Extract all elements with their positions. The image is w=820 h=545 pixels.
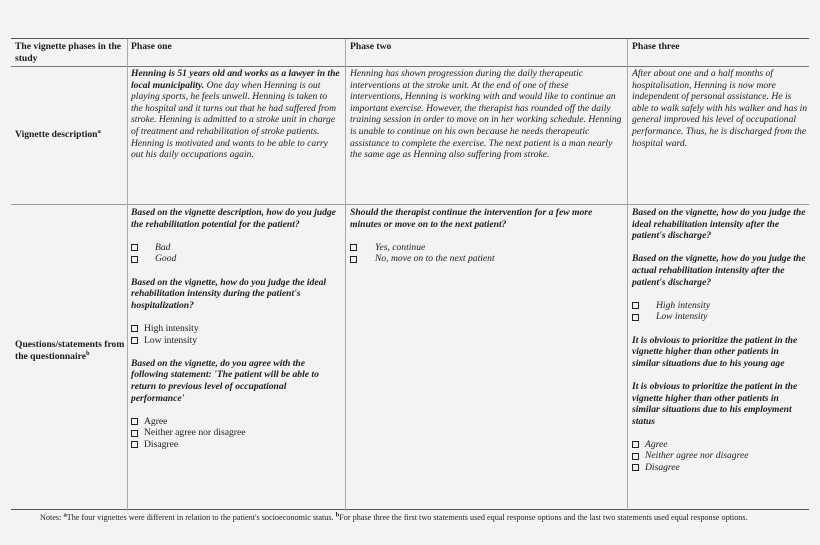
option-good[interactable] xyxy=(131,253,341,265)
note-b-text: For phase three the first two statements used equal response options and the last two statements used equal response options. xyxy=(339,513,748,522)
option-label: Disagree xyxy=(144,438,179,450)
phase-two-description: Henning has shown progression during the daily therapeutic interventions at the stroke unit. At the end of one of these interventions, Henning is working with and would like to continue an important exercise. However, the therapist has rounded off the daily training session in order to move on in her working schedule. Henning is unable to continue on his own because he needs therapeutic assistance to complete the exercise. The next patient is a man nearly the same age as Henning also suffering from stroke. xyxy=(350,68,622,161)
option-disagree[interactable] xyxy=(632,462,808,474)
phase-one-description xyxy=(131,68,341,161)
checkbox-icon[interactable] xyxy=(350,244,357,251)
row-label-text: Vignette description xyxy=(15,129,98,140)
option-label: Bad xyxy=(155,241,171,253)
phase-three-questions xyxy=(632,207,808,474)
option-label: Low intensity xyxy=(144,334,198,346)
option-low-intensity[interactable] xyxy=(632,311,808,323)
checkbox-icon[interactable] xyxy=(131,418,138,425)
question-rehab-potential: Based on the vignette description, how do you judge the rehabilitation potential for the patient? xyxy=(131,207,336,230)
checkbox-icon[interactable] xyxy=(131,256,138,263)
header-phase-two: Phase two xyxy=(350,41,392,52)
option-label: High intensity xyxy=(144,322,199,334)
checkbox-icon[interactable] xyxy=(131,337,138,344)
option-label: Neither agree nor disagree xyxy=(645,450,749,462)
option-label: Good xyxy=(155,253,177,265)
question-ideal-intensity-hospital: Based on the vignette, how do you judge the ideal rehabilitation intensity during the patient's hospitalization? xyxy=(131,276,327,311)
notes-prefix: Notes: xyxy=(40,513,64,522)
option-neither[interactable] xyxy=(632,450,808,462)
header-phase-three: Phase three xyxy=(632,41,680,52)
phase-one-description-body: One day when Henning is out playing sports, he feels unwell. Henning is taken to the hospital and it turns out that he had suffered from stroke. Henning is admitted to a stroke unit in charge of treatment and rehabilitation of stroke patients. Henning is motivated and wants to be able to carry out his daily occupations again. xyxy=(131,79,337,161)
table-top-rule xyxy=(11,38,809,39)
option-yes-continue[interactable] xyxy=(350,242,622,254)
question-continue-intervention: Should the therapist continue the intervention for a few more minutes or move on to the next patient? xyxy=(350,207,593,230)
footnote-marker: b xyxy=(85,349,90,357)
checkbox-icon[interactable] xyxy=(131,441,138,448)
phase-one-questions xyxy=(131,207,341,450)
checkbox-icon[interactable] xyxy=(632,314,639,321)
footnote-marker: a xyxy=(63,511,67,519)
option-disagree[interactable] xyxy=(131,439,341,451)
option-low-intensity[interactable] xyxy=(131,335,341,347)
column-divider xyxy=(627,39,628,511)
option-label: Low intensity xyxy=(656,311,708,323)
phase-three-description: After about one and a half months of hospitalisation, Henning is now more independent of personal assistance. He is able to walk safely with his walker and has in general improved his level of occupational performance. Thus, he is discharged from the hospital ward. xyxy=(632,68,808,149)
option-high-intensity[interactable] xyxy=(131,323,341,335)
option-label: Neither agree nor disagree xyxy=(144,427,246,439)
option-label: High intensity xyxy=(656,299,711,311)
phase-one-description-lead: Henning is 51 years old and works as a lawyer in the local municipality. xyxy=(131,68,340,91)
checkbox-icon[interactable] xyxy=(131,244,138,251)
option-high-intensity[interactable] xyxy=(632,300,808,312)
option-label: Agree xyxy=(144,415,168,427)
checkbox-icon[interactable] xyxy=(350,256,357,263)
option-move-on[interactable] xyxy=(350,253,622,265)
option-bad[interactable] xyxy=(131,242,341,254)
option-label: No, move on to the next patient xyxy=(375,253,495,265)
statement-employment-status: It is obvious to prioritize the patient in the vignette higher than other patients in similar situations due to his employment status xyxy=(632,380,798,427)
option-label: Disagree xyxy=(645,462,680,474)
footnote-marker: b xyxy=(335,511,340,519)
header-bottom-rule xyxy=(11,66,809,67)
note-a-text: The four vignettes were different in relation to the patient's socioeconomic status. xyxy=(66,513,336,522)
header-phases: The vignette phases in the study xyxy=(15,41,122,64)
statement-young-age: It is obvious to prioritize the patient in the vignette higher than other patients in similar situations due to his young age xyxy=(632,334,798,369)
row-label-vignette-description xyxy=(15,129,125,141)
question-return-to-performance: Based on the vignette, do you agree with the following statement: 'The patient will be able to return to previous level of occupational performance' xyxy=(131,357,319,404)
option-label: Agree xyxy=(645,438,668,450)
checkbox-icon[interactable] xyxy=(131,430,138,437)
checkbox-icon[interactable] xyxy=(131,325,138,332)
footnote-marker: a xyxy=(97,127,101,135)
question-actual-intensity-discharge: Based on the vignette, how do you judge the actual rehabilitation intensity after the patient's discharge? xyxy=(632,253,806,288)
table-bottom-rule xyxy=(11,509,809,510)
phase-two-questions xyxy=(350,207,622,265)
column-divider xyxy=(127,39,128,511)
option-agree[interactable] xyxy=(131,416,341,428)
table-notes xyxy=(40,513,800,524)
option-label: Yes, continue xyxy=(375,241,426,253)
checkbox-icon[interactable] xyxy=(632,441,639,448)
checkbox-icon[interactable] xyxy=(632,453,639,460)
row-label-questions xyxy=(15,339,125,362)
option-agree[interactable] xyxy=(632,439,808,451)
row-divider-rule xyxy=(11,204,809,205)
row-label-text: Questions/statements from the questionnaire xyxy=(15,339,125,362)
checkbox-icon[interactable] xyxy=(632,302,639,309)
header-phase-one: Phase one xyxy=(131,41,172,52)
question-ideal-intensity-discharge: Based on the vignette, how do you judge the ideal rehabilitation intensity after the patient's discharge? xyxy=(632,207,806,242)
option-neither[interactable] xyxy=(131,427,341,439)
checkbox-icon[interactable] xyxy=(632,464,639,471)
column-divider xyxy=(345,39,346,511)
